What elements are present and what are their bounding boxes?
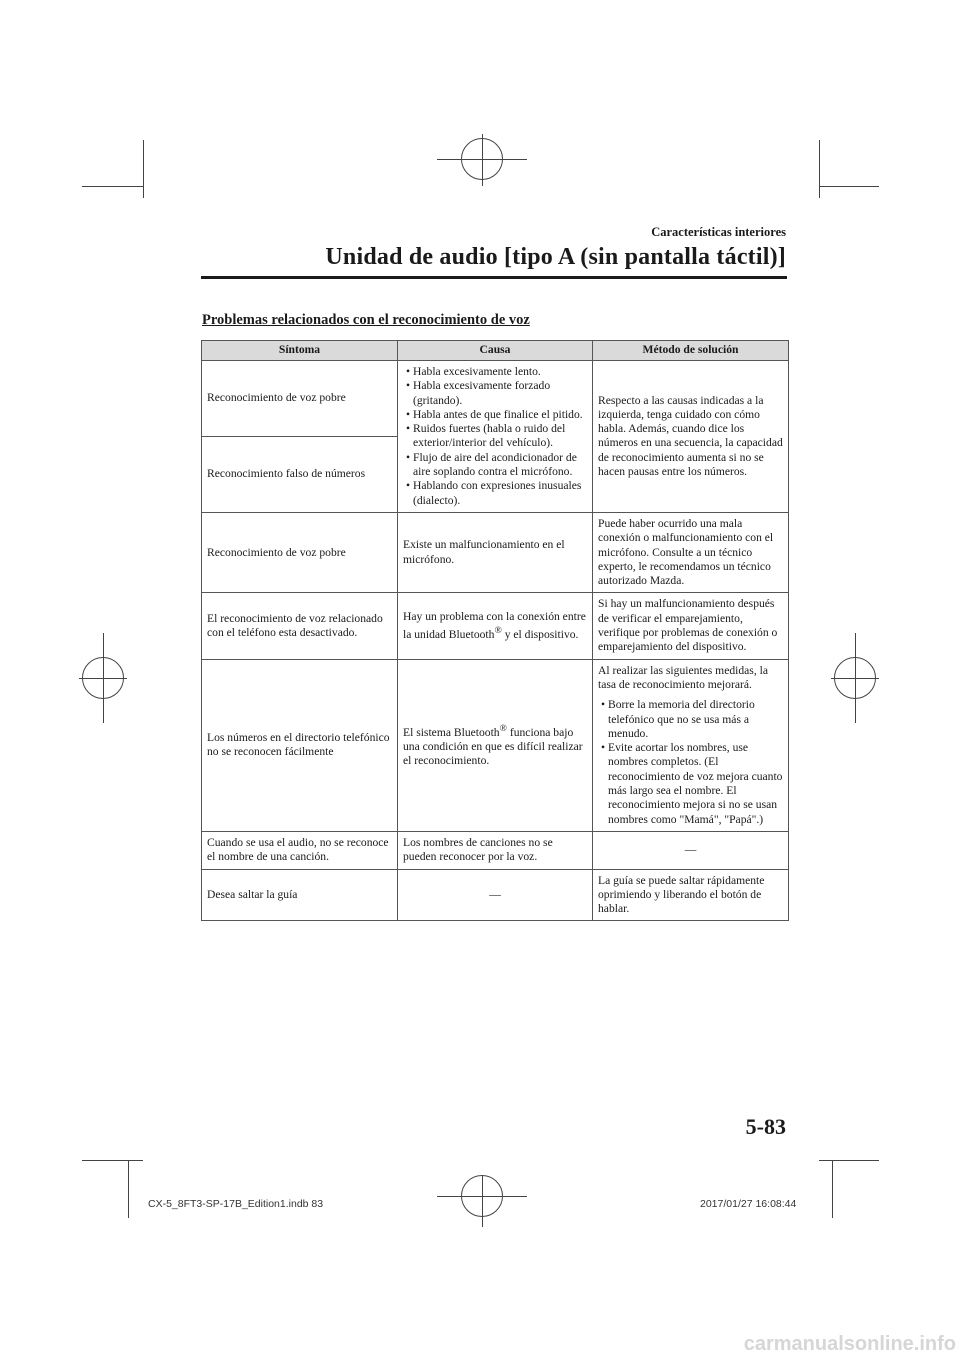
cause-cell: — — [398, 869, 593, 921]
title-rule — [201, 276, 787, 279]
list-item: • Flujo de aire del acondicionador de aire soplando contra el micrófono. — [403, 451, 587, 480]
crop-mark — [82, 186, 143, 187]
symptom-cell: Cuando se usa el audio, no se reconoce el nombre de una canción. — [202, 831, 398, 869]
registered-mark: ® — [494, 625, 502, 637]
cause-text: y el dispositivo. — [501, 627, 579, 641]
section-label: Características interiores — [651, 225, 786, 239]
table-row — [202, 659, 789, 831]
crop-mark — [819, 140, 820, 198]
crop-mark — [819, 1160, 879, 1161]
registration-mark — [82, 657, 124, 699]
column-header-solution: Método de solución — [593, 341, 789, 361]
table-header-row — [202, 341, 789, 361]
table-row — [202, 831, 789, 869]
crop-mark — [832, 1160, 833, 1218]
solution-cell: Si hay un malfuncionamiento después de verificar el emparejamiento, verifique por problemas de conexión o emparejamiento del dispositivo. — [593, 593, 789, 659]
symptom-cell: Los números en el directorio telefónico no se reconocen fácilmente — [202, 659, 398, 831]
registration-mark — [461, 138, 503, 180]
cause-cell — [398, 593, 593, 659]
symptom-cell: Reconocimiento de voz pobre — [202, 361, 398, 437]
footer-timestamp: 2017/01/27 16:08:44 — [700, 1198, 797, 1210]
table-row — [202, 869, 789, 921]
solution-cell: — — [593, 831, 789, 869]
table-row — [202, 361, 789, 437]
cause-cell — [398, 361, 593, 513]
watermark: carmanualsonline.info — [743, 1333, 956, 1355]
solution-cell: Respecto a las causas indicadas a la izquierda, tenga cuidado con cómo habla. Además, cuando dice los números en una secuencia, la capacidad de reconocimiento aumenta si no se hacen pausas entre los números. — [593, 361, 789, 513]
crop-mark — [819, 186, 879, 187]
cause-list — [403, 365, 587, 508]
list-item: • Habla excesivamente lento. — [403, 365, 587, 379]
solution-list — [598, 698, 783, 827]
page-number: 5-83 — [745, 1114, 786, 1139]
table-row — [202, 512, 789, 592]
cause-cell: Los nombres de canciones no se pueden reconocer por la voz. — [398, 831, 593, 869]
column-header-symptom: Síntoma — [202, 341, 398, 361]
cause-text: funciona bajo una condición en que es difícil realizar el reconocimiento. — [403, 725, 583, 768]
cause-text: El sistema Bluetooth — [403, 725, 500, 739]
cause-text: Hay un problema con la conexión entre la unidad Bluetooth — [403, 609, 586, 641]
list-item: • Borre la memoria del directorio telefónico que no se usa más a menudo. — [598, 698, 783, 741]
symptom-cell: El reconocimiento de voz relacionado con el teléfono esta desactivado. — [202, 593, 398, 659]
registered-mark: ® — [499, 722, 507, 734]
solution-cell: Puede haber ocurrido una mala conexión o malfuncionamiento con el micrófono. Consulte a un técnico experto, le recomendamos un técnico autorizado Mazda. — [593, 512, 789, 592]
list-item: • Ruidos fuertes (habla o ruido del exterior/interior del vehículo). — [403, 422, 587, 451]
column-header-cause: Causa — [398, 341, 593, 361]
cause-cell: Existe un malfuncionamiento en el micrófono. — [398, 512, 593, 592]
solution-cell — [593, 659, 789, 831]
registration-mark — [834, 657, 876, 699]
crop-mark — [143, 140, 144, 198]
page-title: Unidad de audio [tipo A (sin pantalla táctil)] — [325, 244, 786, 270]
symptom-cell: Reconocimiento falso de números — [202, 436, 398, 512]
cause-cell — [398, 659, 593, 831]
list-item: • Habla excesivamente forzado (gritando). — [403, 379, 587, 408]
troubleshooting-table — [201, 340, 789, 921]
list-item: • Habla antes de que finalice el pitido. — [403, 408, 587, 422]
solution-cell: La guía se puede saltar rápidamente oprimiendo y liberando el botón de hablar. — [593, 869, 789, 921]
list-item: • Hablando con expresiones inusuales (dialecto). — [403, 479, 587, 508]
footer-file: CX-5_8FT3-SP-17B_Edition1.indb 83 — [148, 1198, 324, 1210]
section-heading: Problemas relacionados con el reconocimiento de voz — [202, 312, 530, 328]
solution-intro: Al realizar las siguientes medidas, la tasa de reconocimiento mejorará. — [598, 663, 768, 691]
list-item: • Evite acortar los nombres, use nombres completos. (El reconocimiento de voz mejora cuanto más largo sea el nombre. El reconocimiento mejora si no se usan nombres como "Mamá", "Papá".) — [598, 741, 783, 827]
table-row — [202, 593, 789, 659]
registration-mark — [461, 1175, 503, 1217]
symptom-cell: Reconocimiento de voz pobre — [202, 512, 398, 592]
crop-mark — [128, 1160, 129, 1218]
crop-mark — [82, 1160, 143, 1161]
symptom-cell: Desea saltar la guía — [202, 869, 398, 921]
